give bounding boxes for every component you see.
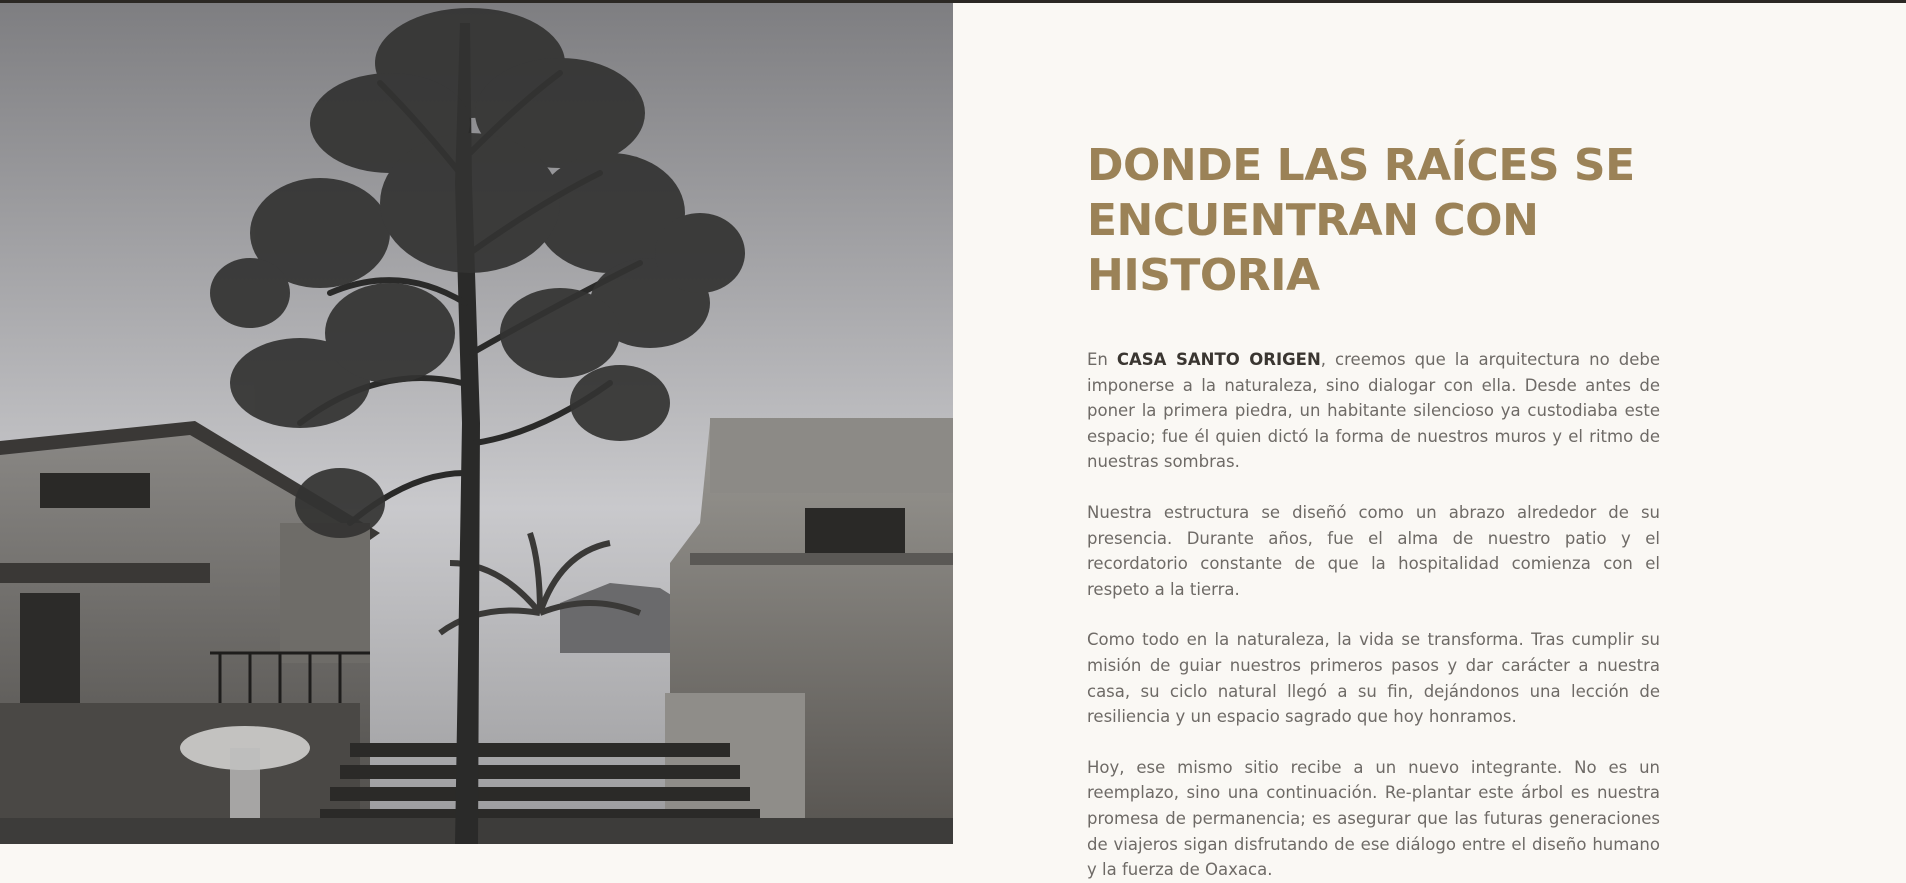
paragraph-intro-text: , creemos que la arquitectura no debe imponerse a la naturaleza, sino dialogar con ella. Desde antes de poner la primera piedra, un habitante silencioso ya custodiaba este espacio; fue él quien dictó la forma de nuestros muros y el ritmo de nuestras sombras. xyxy=(1087,350,1660,472)
section-title xyxy=(1087,138,1660,303)
paragraph-transformation: Como todo en la naturaleza, la vida se transforma. Tras cumplir su misión de guiar nuestros primeros pasos y dar carácter a nuestra casa, su ciclo natural llegó a su fin, dejándonos una lección de resiliencia y un espacio sagrado que hoy honramos. xyxy=(1087,630,1660,727)
section-title-line1: DONDE LAS RAÍCES SE xyxy=(1087,140,1635,191)
tree-courtyard-photo xyxy=(0,3,953,844)
hero-photo xyxy=(0,3,953,844)
story-section xyxy=(1087,138,1660,883)
paragraph-structure: Nuestra estructura se diseñó como un abrazo alrededor de su presencia. Durante años, fue el alma de nuestro patio y el recordatorio constante de que la hospitalidad comienza con el respeto a la tierra. xyxy=(1087,502,1660,599)
section-title-line2: ENCUENTRAN CON HISTORIA xyxy=(1087,195,1539,301)
brand-name: CASA SANTO ORIGEN xyxy=(1116,350,1321,369)
paragraph-intro xyxy=(1087,347,1660,475)
paragraph-intro-prefix: En xyxy=(1087,350,1117,369)
paragraph-replanting: Hoy, ese mismo sitio recibe a un nuevo integrante. No es un reemplazo, sino una continuación. Re-plantar este árbol es nuestra promesa de permanencia; es asegurar que las futuras generaciones de viajeros sigan disfrutando de ese diálogo entre el diseño humano y la fuerza de Oaxaca. xyxy=(1087,757,1660,880)
